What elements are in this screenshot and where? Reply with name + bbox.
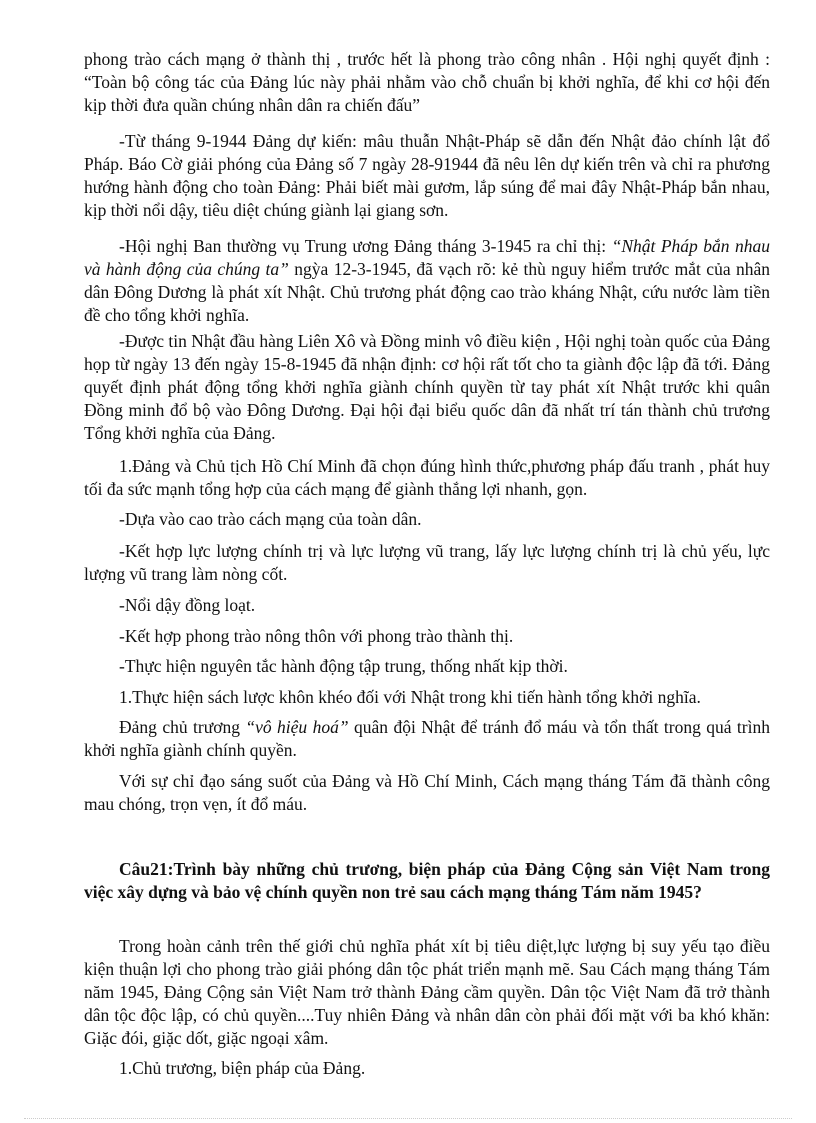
- paragraph-4: -Được tin Nhật đầu hàng Liên Xô và Đồng minh vô điều kiện , Hội nghị toàn quốc của Đảng họp từ ngày 13 đến ngày 15-8-1945 đã nhận định: cơ hội rất tốt cho ta giành độc lập đã tới. Đảng quyết định phát động tổng khởi nghĩa giành chính quyền từ tay phát xít Nhật trước khi quân Đồng minh đổ bộ vào Đông Dương. Đại hội đại biểu quốc dân đã nhất trí tán thành chủ trương Tổng khởi nghĩa của Đảng.: [84, 331, 770, 443]
- paragraph-12-text-before: Đảng chủ trương: [119, 717, 246, 737]
- paragraph-3-text-after: ngỳa 12-3-1945, đã vạch rõ: kẻ thù nguy hiểm trước mắt của nhân dân Đông Dương là phát xít Nhật. Chủ trương phát động cao trào kháng Nhật, cứu nước làm tiền đề cho tổng khởi nghĩa.: [84, 259, 770, 325]
- paragraph-9: -Kết hợp phong trào nông thôn với phong trào thành thị.: [119, 626, 514, 646]
- paragraph-8: -Nổi dậy đồng loạt.: [119, 595, 256, 615]
- paragraph-2: -Từ tháng 9-1944 Đảng dự kiến: mâu thuẫn Nhật-Pháp sẽ dẫn đến Nhật đảo chính lật đổ Pháp. Báo Cờ giải phóng của Đảng số 7 ngày 28-91944 đã nêu lên dự kiến trên và chỉ ra phương hướng hành động cho toàn Đảng: Phải biết mài gươm, lắp súng để mai đây Nhật-Pháp bắn nhau, kịp thời nổi dậy, tiêu diệt chúng giành lại giang sơn.: [84, 131, 770, 220]
- italic-term: “vô hiệu hoá”: [245, 717, 349, 737]
- paragraph-12: [84, 716, 770, 762]
- paragraph-5: 1.Đảng và Chủ tịch Hồ Chí Minh đã chọn đúng hình thức,phương pháp đấu tranh , phát huy tối đa sức mạnh tổng hợp của cách mạng để giành thắng lợi nhanh, gọn.: [84, 456, 770, 499]
- directive-title: “Nhật Pháp bắn nhau và hành động của chúng ta”: [84, 236, 770, 279]
- question-heading: Câu21:Trình bày những chủ trương, biện pháp của Đảng Cộng sản Việt Nam trong việc xây dựng và bảo vệ chính quyền non trẻ sau cách mạng tháng Tám năm 1945?: [84, 859, 770, 902]
- page-bottom-border: [24, 1118, 792, 1119]
- paragraph-6: -Dựa vào cao trào cách mạng của toàn dân.: [119, 509, 422, 529]
- paragraph-7: -Kết hợp lực lượng chính trị và lực lượng vũ trang, lấy lực lượng chính trị là chủ yếu, lực lượng vũ trang làm nòng cốt.: [84, 541, 770, 584]
- paragraph-13: Với sự chỉ đạo sáng suốt của Đảng và Hồ Chí Minh, Cách mạng tháng Tám đã thành công mau chóng, trọn vẹn, ít đổ máu.: [84, 771, 770, 814]
- paragraph-3-text-before: -Hội nghị Ban thường vụ Trung ương Đảng tháng 3-1945 ra chỉ thị:: [119, 236, 612, 256]
- paragraph-11: 1.Thực hiện sách lược khôn khéo đối với Nhật trong khi tiến hành tổng khởi nghĩa.: [119, 687, 701, 707]
- paragraph-10: -Thực hiện nguyên tắc hành động tập trung, thống nhất kịp thời.: [119, 656, 568, 676]
- paragraph-12-text-after: quân đội Nhật để tránh đổ máu và tổn thất trong quá trình khởi nghĩa giành chính quyền.: [84, 717, 770, 760]
- paragraph-15: 1.Chủ trương, biện pháp của Đảng.: [119, 1058, 366, 1078]
- paragraph-3: [84, 235, 770, 327]
- paragraph-1: phong trào cách mạng ở thành thị , trước hết là phong trào công nhân . Hội nghị quyết định : “Toàn bộ công tác của Đảng lúc này phải nhằm vào chỗ chuẩn bị khởi nghĩa, để khi cơ hội đến kịp thời đưa quần chúng nhân dân ra chiến đấu”: [84, 49, 770, 115]
- paragraph-14: Trong hoàn cảnh trên thế giới chủ nghĩa phát xít bị tiêu diệt,lực lượng bị suy yếu tạo điều kiện thuận lợi cho phong trào giải phóng dân tộc phát triển mạnh mẽ. Sau Cách mạng tháng Tám năm 1945, Đảng Cộng sản Việt Nam trở thành Đảng cầm quyền. Dân tộc Việt Nam đã trở thành dân tộc độc lập, có chủ quyền....Tuy nhiên Đảng và nhân dân còn phải đối mặt với ba khó khăn: Giặc đói, giặc dốt, giặc ngoại xâm.: [84, 936, 770, 1048]
